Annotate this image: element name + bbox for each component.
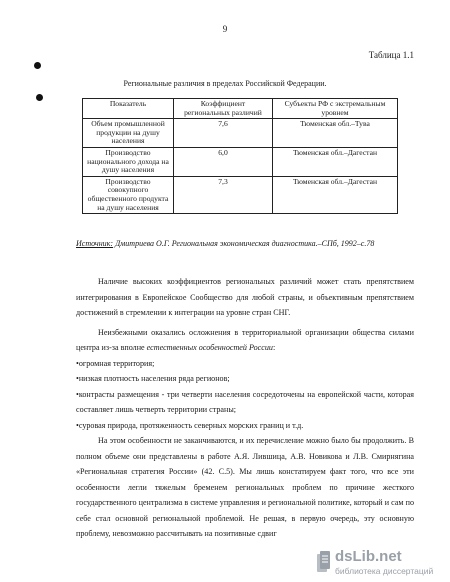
table-caption: Региональные различия в пределах Российской Федерации. (123, 79, 327, 88)
table-cell: 7,3 (174, 176, 273, 213)
bullet-item (76, 418, 414, 434)
margin-dot (36, 94, 43, 101)
table-row (83, 147, 398, 176)
body-text (76, 274, 414, 542)
bullet-text: огромная территория; (78, 358, 155, 368)
bullet-item (76, 371, 414, 387)
bullet-icon: • (76, 420, 79, 430)
table-cell: Объем промышленной продукции на душу населения (83, 119, 174, 148)
page-number: 9 (222, 24, 228, 34)
table-source (76, 238, 412, 249)
table-row (83, 176, 398, 213)
paragraph: На этом особенности не заканчиваются, и их перечисление можно было бы продолжить. В полном объеме они представлены в работе А.Я. Лившица, А.В. Новикова и Л.В. Смирнягина «Региональная стратегия России» (42. С.5). Мы лишь констатируем факт того, что все эти особенности легли тяжелым бременем региональных проблем по причине жесткого государственного централизма в системе управления и региональной политике, который и сам по себе стал основной региональной проблемой. Не решая, в первую очередь, эту основную проблему, невозможно рассчитывать на позитивные сдвиг (76, 436, 414, 538)
bullet-text: контрасты размещения - три четверти населения сосредоточены на европейской части, которая составляет лишь четверть территории страны; (76, 389, 414, 414)
table-cell: Тюменская обл.–Дагестан (273, 147, 398, 176)
table-cell: 6,0 (174, 147, 273, 176)
bullet-text: суровая природа, протяженность северных морских границ и т.д. (78, 420, 304, 430)
watermark (316, 548, 444, 578)
source-text: Дмитриева О.Г. Региональная экономическая диагностика.–СПб, 1992–с.78 (113, 239, 375, 248)
table-header-row (83, 99, 398, 119)
table-cell: Производство совокупного общественного продукта на душу населения (83, 176, 174, 213)
paragraph-text: : (272, 343, 276, 352)
table-cell: Тюменская обл.–Дагестан (273, 176, 398, 213)
column-header: Показатель (83, 99, 174, 119)
source-label: Источник: (76, 239, 114, 248)
column-header: Субъекты РФ с экстремальным уровнем (273, 99, 398, 119)
bullet-icon: • (76, 389, 79, 399)
paragraph: Наличие высоких коэффициентов региональных различий может стать препятствием интегрирования в Европейское Сообщество для любой страны, и объективным препятствием достижений в стремлении к интеграции на уровне стран СНГ. (76, 277, 414, 317)
emphasis-text: естественных особенностей России (146, 343, 273, 352)
watermark-site: dsLib.net (335, 548, 402, 565)
bullet-text: низкая плотность населения ряда регионов; (78, 374, 230, 383)
bullet-icon: • (76, 374, 79, 383)
bullet-item (76, 387, 414, 418)
table-cell: 7,6 (174, 119, 273, 148)
margin-dot (34, 62, 41, 69)
table-cell: Производство национального дохода на душу населения (83, 147, 174, 176)
bullet-icon: • (76, 358, 79, 368)
column-header: Коэффициент региональных различий (174, 99, 273, 119)
table-label: Таблица 1.1 (368, 50, 414, 60)
paragraph-text: Неизбежными оказались осложнения в территориальной организации общества силами центра из-за вполне (76, 327, 414, 352)
bullet-item (76, 356, 414, 372)
table-cell: Тюменская обл.–Тува (273, 119, 398, 148)
dslib-logo-icon (316, 550, 332, 574)
paragraph (76, 325, 414, 356)
table-row (83, 119, 398, 148)
data-table (82, 98, 398, 214)
watermark-tagline: библиотека диссертаций (335, 566, 434, 576)
